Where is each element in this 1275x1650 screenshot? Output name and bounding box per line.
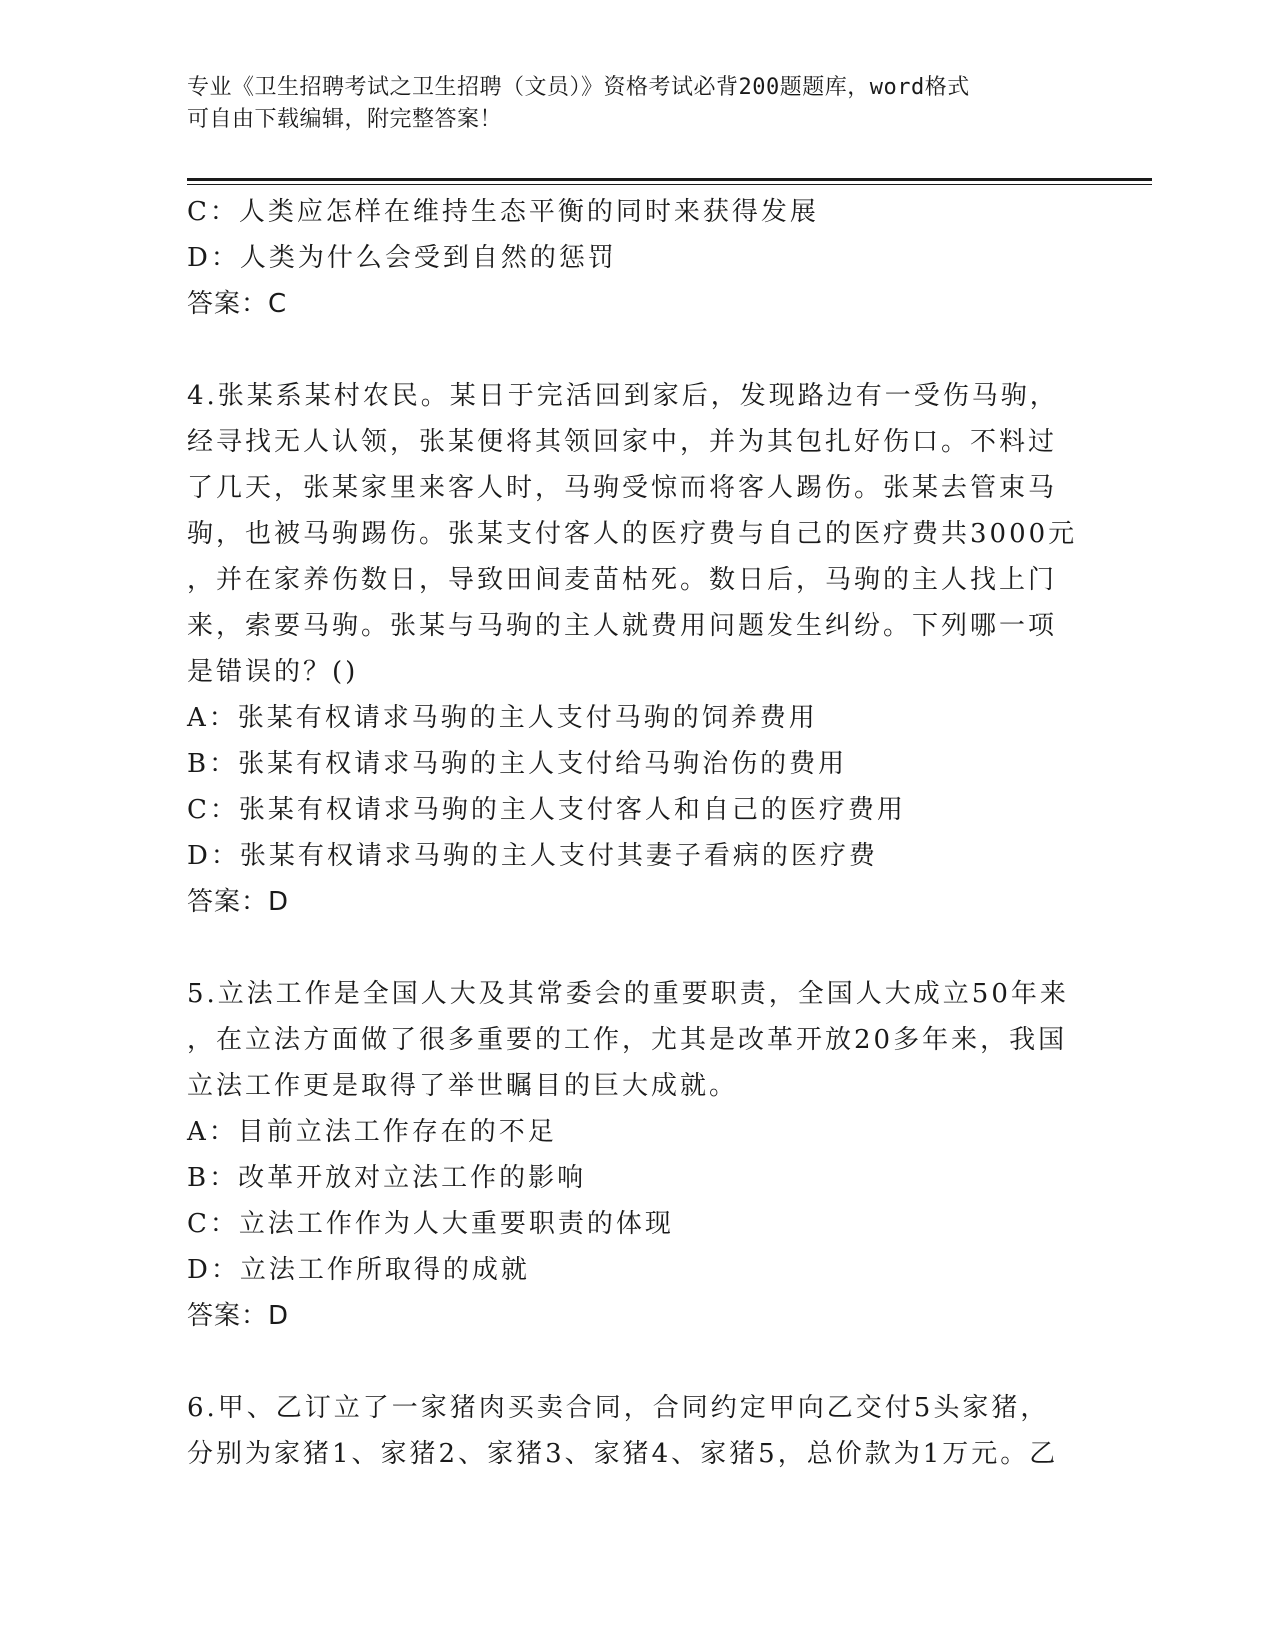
- question-stem-line: 了几天，张某家里来客人时，马驹受惊而将客人踢伤。张某去管束马: [187, 473, 1058, 503]
- question-stem-line: 经寻找无人认领，张某便将其领回家中，并为其包扎好伤口。不料过: [187, 427, 1058, 457]
- question-6: [187, 1385, 1087, 1477]
- header-divider-thin: [187, 184, 1152, 185]
- option-a: A：张某有权请求马驹的主人支付马驹的饲养费用: [187, 703, 818, 733]
- answer: 答案：D: [187, 887, 290, 917]
- answer: 答案：C: [187, 289, 288, 319]
- question-content: [187, 189, 1087, 1477]
- option-b: B：张某有权请求马驹的主人支付给马驹治伤的费用: [187, 749, 848, 779]
- question-stem-line: 驹，也被马驹踢伤。张某支付客人的医疗费与自己的医疗费共3000元: [187, 519, 1078, 549]
- header-line-2: 可自由下载编辑，附完整答案！: [187, 107, 503, 132]
- question-5: [187, 971, 1087, 1339]
- option-c: C：张某有权请求马驹的主人支付客人和自己的医疗费用: [187, 795, 906, 825]
- question-stem-line: 来，索要马驹。张某与马驹的主人就费用问题发生纠纷。下列哪一项: [187, 611, 1058, 641]
- question-stem-line: 是错误的？(): [187, 657, 359, 687]
- option-a: A：目前立法工作存在的不足: [187, 1117, 557, 1147]
- option-c: C：立法工作作为人大重要职责的体现: [187, 1209, 674, 1239]
- header-line-1: 专业《卫生招聘考试之卫生招聘（文员）》资格考试必背200题题库，word格式: [187, 75, 970, 100]
- header-divider-thick: [187, 178, 1152, 181]
- option-b: B：改革开放对立法工作的影响: [187, 1163, 587, 1193]
- option-d: D：人类为什么会受到自然的惩罚: [187, 243, 617, 273]
- document-header: [187, 72, 1087, 136]
- question-stem-line: ，并在家养伤数日，导致田间麦苗枯死。数日后，马驹的主人找上门: [187, 565, 1058, 595]
- question-stem-line: 6.甲、乙订立了一家猪肉买卖合同，合同约定甲向乙交付5头家猪，: [187, 1393, 1050, 1423]
- question-stem-line: 5.立法工作是全国人大及其常委会的重要职责，全国人大成立50年来: [187, 979, 1069, 1009]
- question-stem-line: 分别为家猪1、家猪2、家猪3、家猪4、家猪5，总价款为1万元。乙: [187, 1439, 1059, 1469]
- question-4: [187, 373, 1087, 925]
- option-d: D：张某有权请求马驹的主人支付其妻子看病的医疗费: [187, 841, 878, 871]
- option-c: C：人类应怎样在维持生态平衡的同时来获得发展: [187, 197, 819, 227]
- question-stem-line: 4.张某系某村农民。某日于完活回到家后，发现路边有一受伤马驹，: [187, 381, 1059, 411]
- question-3-tail: [187, 189, 1087, 327]
- answer: 答案：D: [187, 1301, 290, 1331]
- question-stem-line: ，在立法方面做了很多重要的工作，尤其是改革开放20多年来，我国: [187, 1025, 1068, 1055]
- question-stem-line: 立法工作更是取得了举世瞩目的巨大成就。: [187, 1071, 739, 1101]
- option-d: D：立法工作所取得的成就: [187, 1255, 530, 1285]
